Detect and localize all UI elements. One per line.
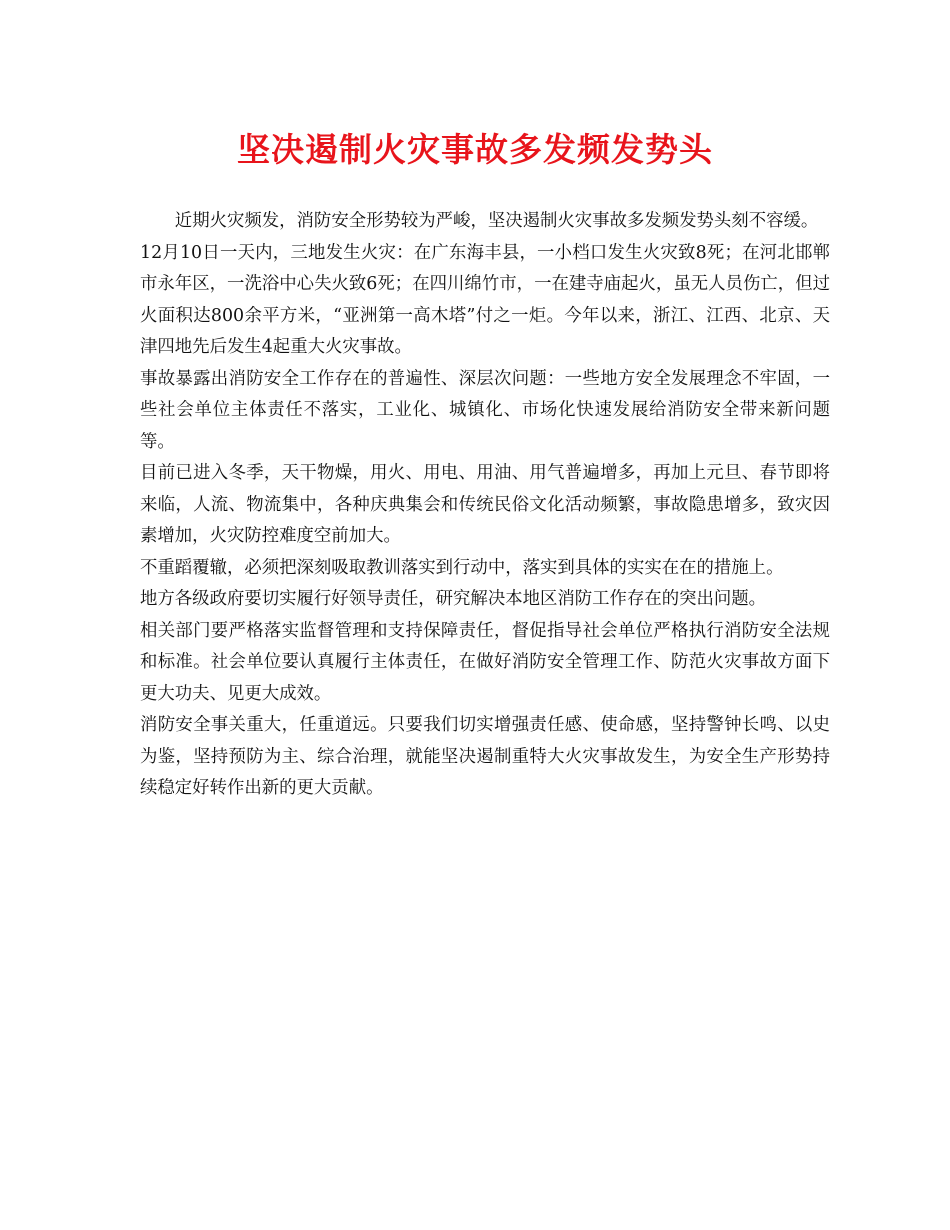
paragraph-departments: 相关部门要严格落实监督管理和支持保障责任，督促指导社会单位严格执行消防安全法规和标准。社会单位要认真履行主体责任，在做好消防安全管理工作、防范火灾事故方面下更大功夫、见更大成效。 <box>140 620 830 704</box>
paragraph-intro: 近期火灾频发，消防安全形势较为严峻，坚决遏制火灾事故多发频发势头刻不容缓。 <box>174 211 819 231</box>
document-body <box>140 206 830 805</box>
document-title: 坚决遏制火灾事故多发频发势头 <box>237 130 713 169</box>
paragraph-lessons: 不重蹈覆辙，必须把深刻吸取教训落实到行动中，落实到具体的实实在在的措施上。 <box>140 557 784 578</box>
paragraph-problems: 事故暴露出消防安全工作存在的普遍性、深层次问题：一些地方安全发展理念不牢固，一些社会单位主体责任不落实，工业化、城镇化、市场化快速发展给消防安全带来新问题等。 <box>140 368 830 452</box>
paragraph-conclusion: 消防安全事关重大，任重道远。只要我们切实增强责任感、使命感，坚持警钟长鸣、以史为鉴，坚持预防为主、综合治理，就能坚决遏制重特大火灾事故发生，为安全生产形势持续稳定好转作出新的更大贡献。 <box>140 715 830 798</box>
paragraph-incidents: 12月10日一天内，三地发生火灾：在广东海丰县，一小档口发生火灾致8死；在河北邯郸市永年区，一洗浴中心失火致6死；在四川绵竹市，一在建寺庙起火，虽无人员伤亡，但过火面积达800余平方米，“亚洲第一高木塔”付之一炬。今年以来，浙江、江西、北京、天津四地先后发生4起重大火灾事故。 <box>140 242 830 357</box>
paragraph-government: 地方各级政府要切实履行好领导责任，研究解决本地区消防工作存在的突出问题。 <box>140 589 767 609</box>
paragraph-winter-risk: 目前已进入冬季，天干物燥，用火、用电、用油、用气普遍增多，再加上元旦、春节即将来临，人流、物流集中，各种庆典集会和传统民俗文化活动频繁，事故隐患增多，致灾因素增加，火灾防控难度空前加大。 <box>140 463 830 546</box>
